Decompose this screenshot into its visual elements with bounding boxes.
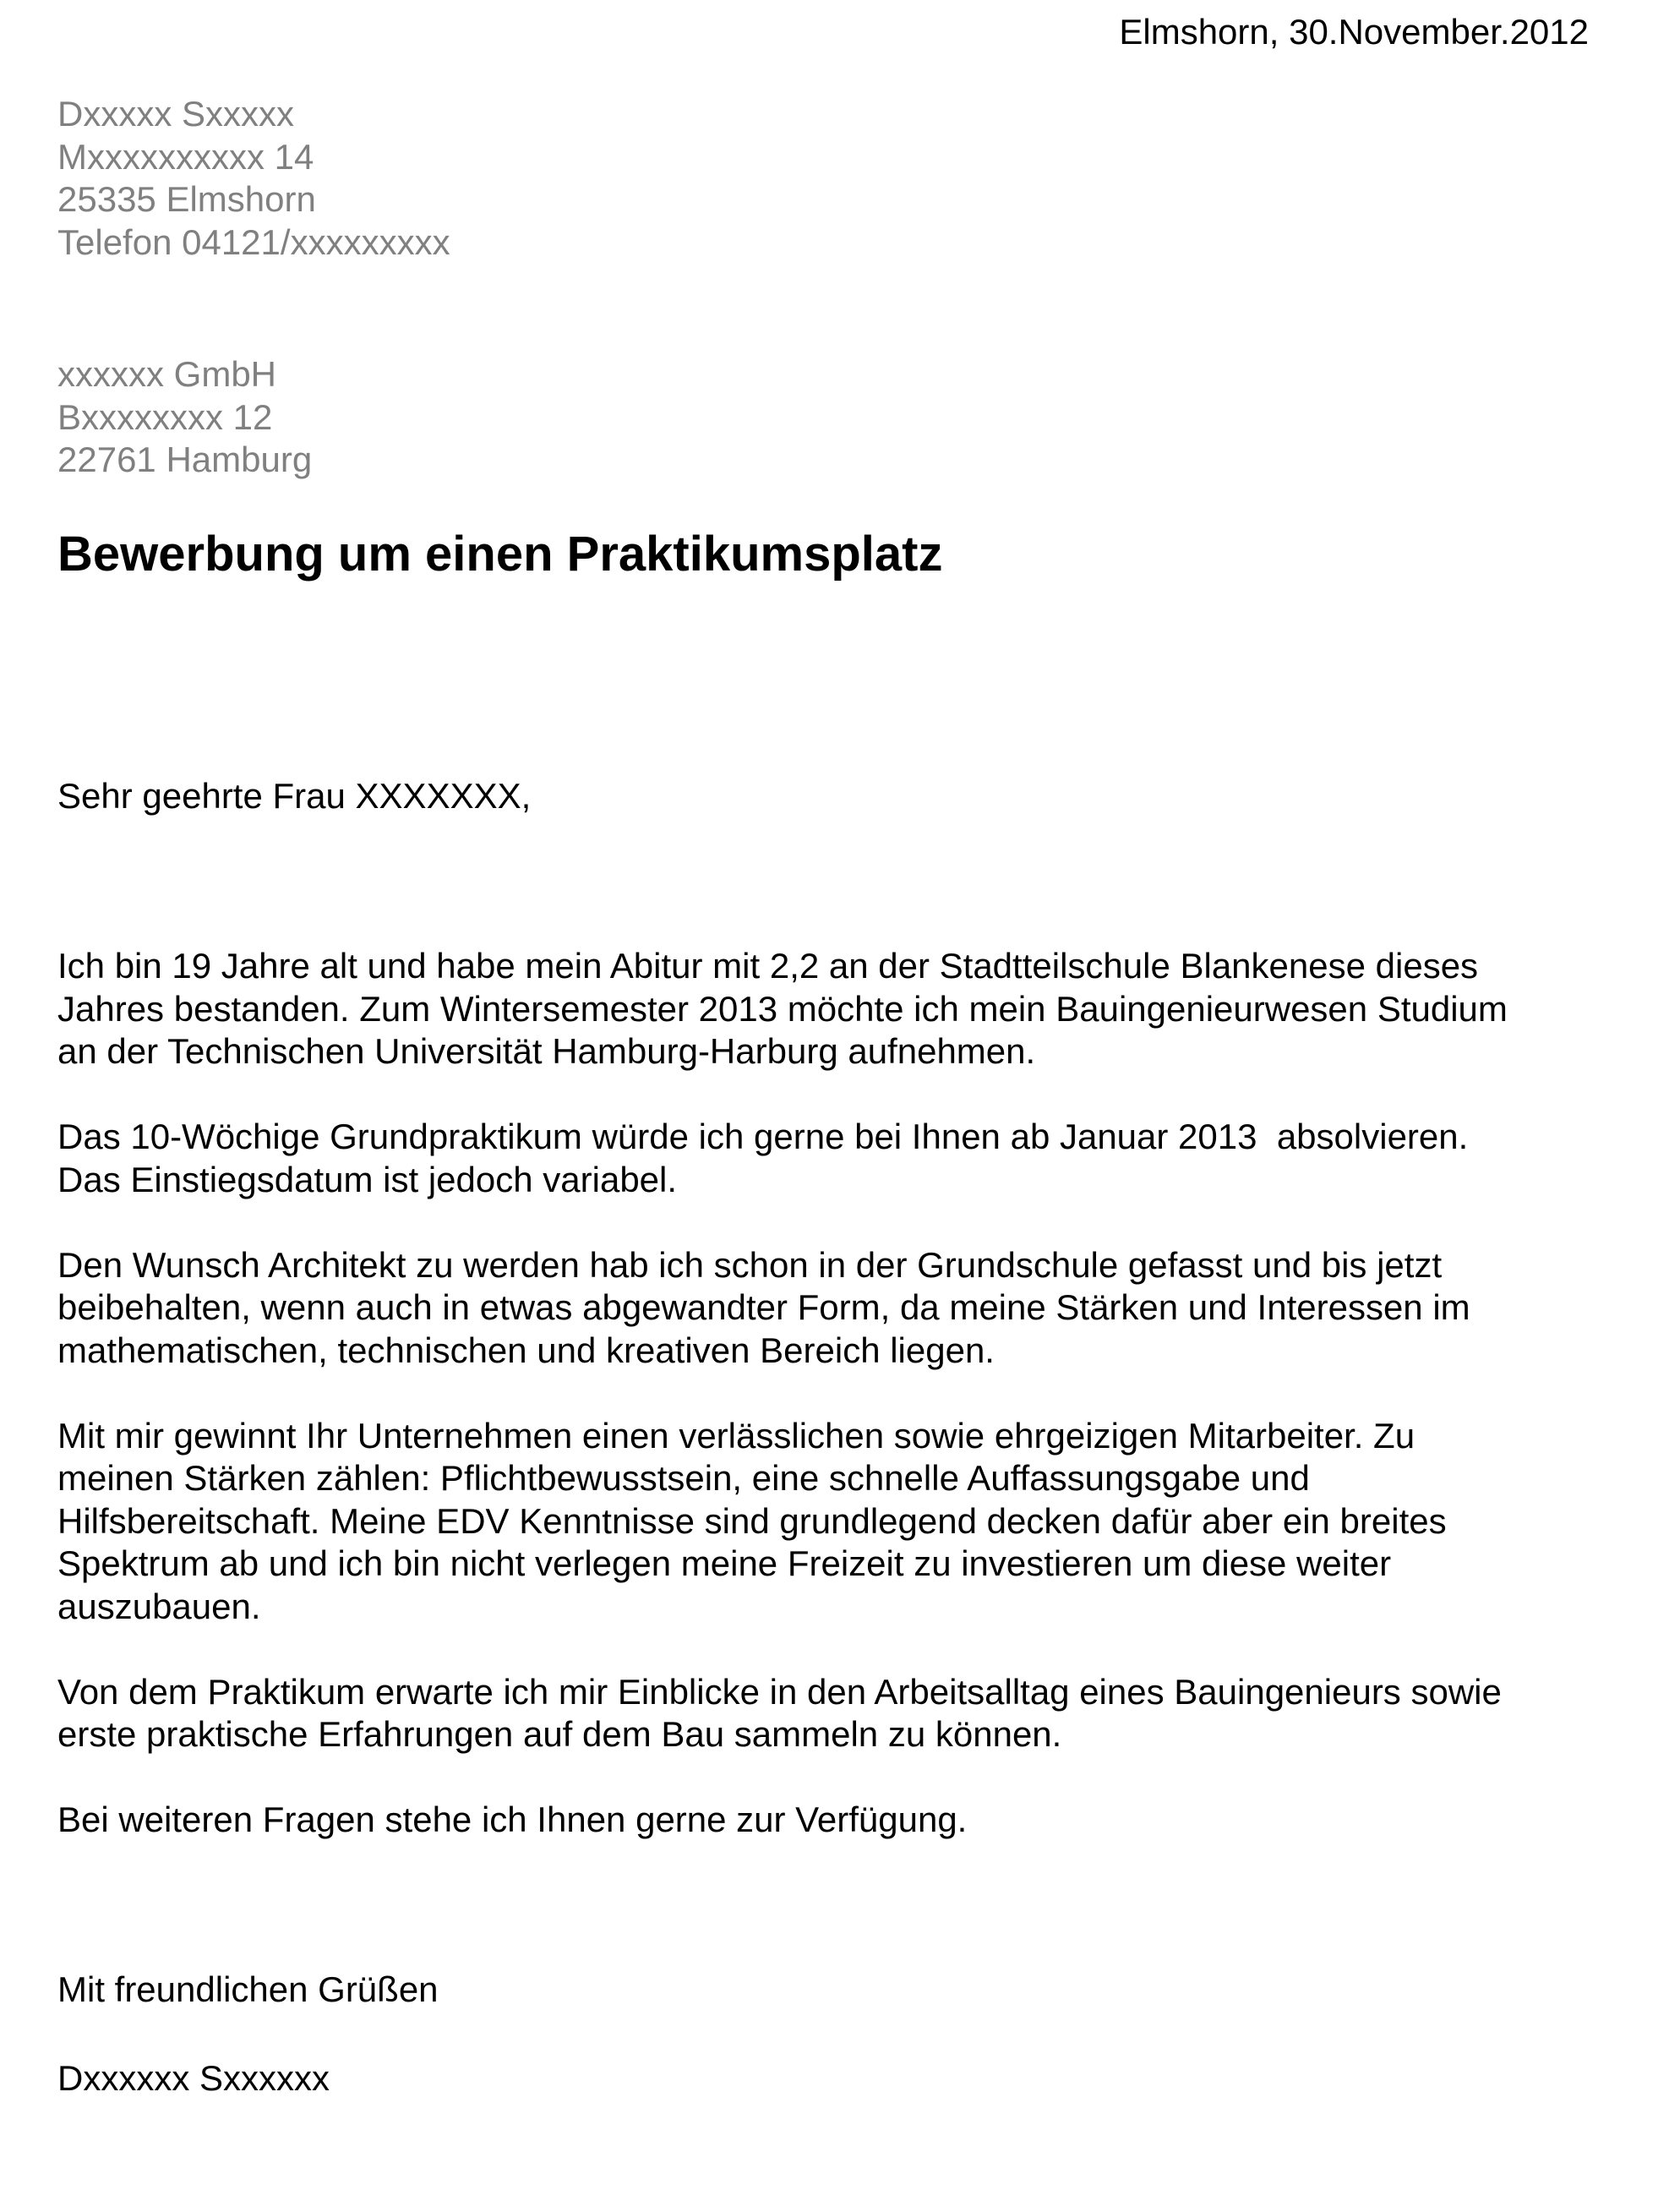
paragraph-line: Jahres bestanden. Zum Wintersemester 2013 möchte ich mein Bauingenieurwesen Studium xyxy=(57,988,1508,1029)
sender-phone: Telefon 04121/xxxxxxxxx xyxy=(57,221,450,262)
recipient-city: 22761 Hamburg xyxy=(57,440,313,479)
paragraph-line: Von dem Praktikum erwarte ich mir Einblicke in den Arbeitsalltag eines Bauingenieurs sowie xyxy=(57,1671,1502,1712)
recipient-address xyxy=(57,353,312,482)
recipient-company: xxxxxx GmbH xyxy=(57,354,277,394)
paragraph-line: Mit mir gewinnt Ihr Unternehmen einen verlässlichen sowie ehrgeizigen Mitarbeiter. Zu xyxy=(57,1415,1415,1456)
paragraph xyxy=(57,1671,1638,1756)
closing-formula: Mit freundlichen Grüßen xyxy=(57,1969,439,2009)
paragraph-line: auszubauen. xyxy=(57,1586,261,1626)
paragraph-line: an der Technischen Universität Hamburg-Harburg aufnehmen. xyxy=(57,1031,1036,1071)
paragraph-line: meinen Stärken zählen: Pflichtbewusstsein, eine schnelle Auffassungsgabe und xyxy=(57,1458,1310,1498)
paragraph xyxy=(57,1799,1638,1842)
paragraph-line: mathematischen, technischen und kreativen Bereich liegen. xyxy=(57,1330,995,1370)
paragraph xyxy=(57,1415,1638,1629)
paragraph xyxy=(57,945,1638,1073)
paragraph xyxy=(57,1116,1638,1201)
paragraph-line: Hilfsbereitschaft. Meine EDV Kenntnisse sind grundlegend decken dafür aber ein breites xyxy=(57,1500,1447,1541)
letter-body xyxy=(57,945,1638,1884)
paragraph xyxy=(57,1244,1638,1373)
paragraph-line: Ich bin 19 Jahre alt und habe mein Abitur mit 2,2 an der Stadtteilschule Blankenese dieses xyxy=(57,946,1479,986)
paragraph-line: Das Einstiegsdatum ist jedoch variabel. xyxy=(57,1159,678,1199)
paragraph-line: beibehalten, wenn auch in etwas abgewandter Form, da meine Stärken und Interessen im xyxy=(57,1287,1470,1327)
paragraph-line: Das 10-Wöchige Grundpraktikum würde ich gerne bei Ihnen ab Januar 2013 absolvieren. xyxy=(57,1117,1469,1156)
paragraph-line: Spektrum ab und ich bin nicht verlegen meine Freizeit zu investieren um diese weiter xyxy=(57,1543,1392,1583)
sender-city: 25335 Elmshorn xyxy=(57,179,316,219)
sender-address xyxy=(57,93,450,264)
recipient-street: Bxxxxxxxx 12 xyxy=(57,396,273,437)
paragraph-line: Den Wunsch Architekt zu werden hab ich schon in der Grundschule gefasst und bis jetzt xyxy=(57,1244,1443,1285)
sender-name: Dxxxxx Sxxxxx xyxy=(57,94,295,134)
date-line: Elmshorn, 30.November.2012 xyxy=(1119,12,1589,52)
paragraph-line: Bei weiteren Fragen stehe ich Ihnen gerne zur Verfügung. xyxy=(57,1800,968,1839)
sender-street: Mxxxxxxxxxx 14 xyxy=(57,136,314,177)
signature-name: Dxxxxxx Sxxxxxx xyxy=(57,2058,330,2098)
salutation: Sehr geehrte Frau XXXXXXX, xyxy=(57,776,532,816)
subject-heading: Bewerbung um einen Praktikumsplatz xyxy=(57,527,943,582)
paragraph-line: erste praktische Erfahrungen auf dem Bau sammeln zu können. xyxy=(57,1714,1062,1754)
